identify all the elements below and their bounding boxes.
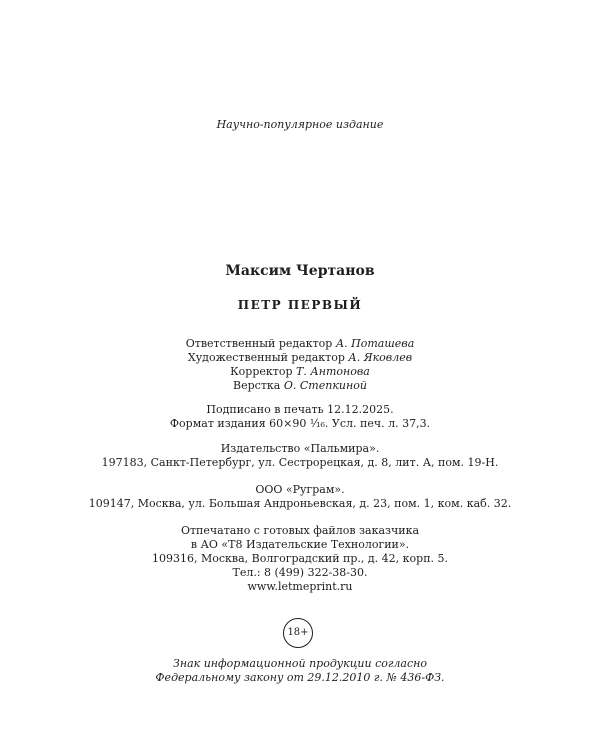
printer-line: Отпечатано с готовых файлов заказчика xyxy=(180,524,420,537)
credit-line xyxy=(0,379,600,393)
publisher-address: 197183, Санкт-Петербург, ул. Сестрорецкая, д. 8, лит. А, пом. 19-Н. xyxy=(101,456,499,469)
signed-to-print: Подписано в печать 12.12.2025. xyxy=(206,403,394,416)
credit-person: Т. Антонова xyxy=(296,365,370,378)
credit-person: О. Степкиной xyxy=(283,379,367,392)
credit-role: Художественный редактор xyxy=(187,351,345,364)
age-notice-line: Знак информационной продукции согласно xyxy=(172,657,428,670)
printer-phone: Тел.: 8 (499) 322-38-30. xyxy=(232,566,368,579)
age-rating-badge xyxy=(283,618,313,648)
credit-line xyxy=(0,337,600,351)
credit-person: А. Яковлев xyxy=(348,351,413,364)
credit-role: Верстка xyxy=(233,379,281,392)
publisher-name: Издательство «Пальмира». xyxy=(220,442,380,455)
credit-role: Ответственный редактор xyxy=(185,337,333,350)
author-name: Максим Чертанов xyxy=(225,263,375,279)
edition-type: Научно-популярное издание xyxy=(216,118,384,131)
credit-line xyxy=(0,351,600,365)
book-title: ПЕТР ПЕРВЫЙ xyxy=(237,298,363,312)
printer-website: www.letmeprint.ru xyxy=(247,580,353,593)
distributor-name: ООО «Руграм». xyxy=(255,483,345,496)
printer-line: в АО «Т8 Издательские Технологии». xyxy=(190,538,410,551)
printer-address: 109316, Москва, Волгоградский пр., д. 42, корп. 5. xyxy=(151,552,449,565)
credit-person: А. Поташева xyxy=(335,337,415,350)
format-info: Формат издания 60×90 ¹⁄₁₆. Усл. печ. л. 37,3. xyxy=(169,417,431,430)
credit-line xyxy=(0,365,600,379)
age-notice-line: Федеральному закону от 29.12.2010 г. № 436-ФЗ. xyxy=(155,671,445,684)
credit-role: Корректор xyxy=(230,365,293,378)
age-rating-text: 18+ xyxy=(287,627,309,638)
distributor-address: 109147, Москва, ул. Большая Андроньевская, д. 23, пом. 1, ком. каб. 32. xyxy=(88,497,512,510)
